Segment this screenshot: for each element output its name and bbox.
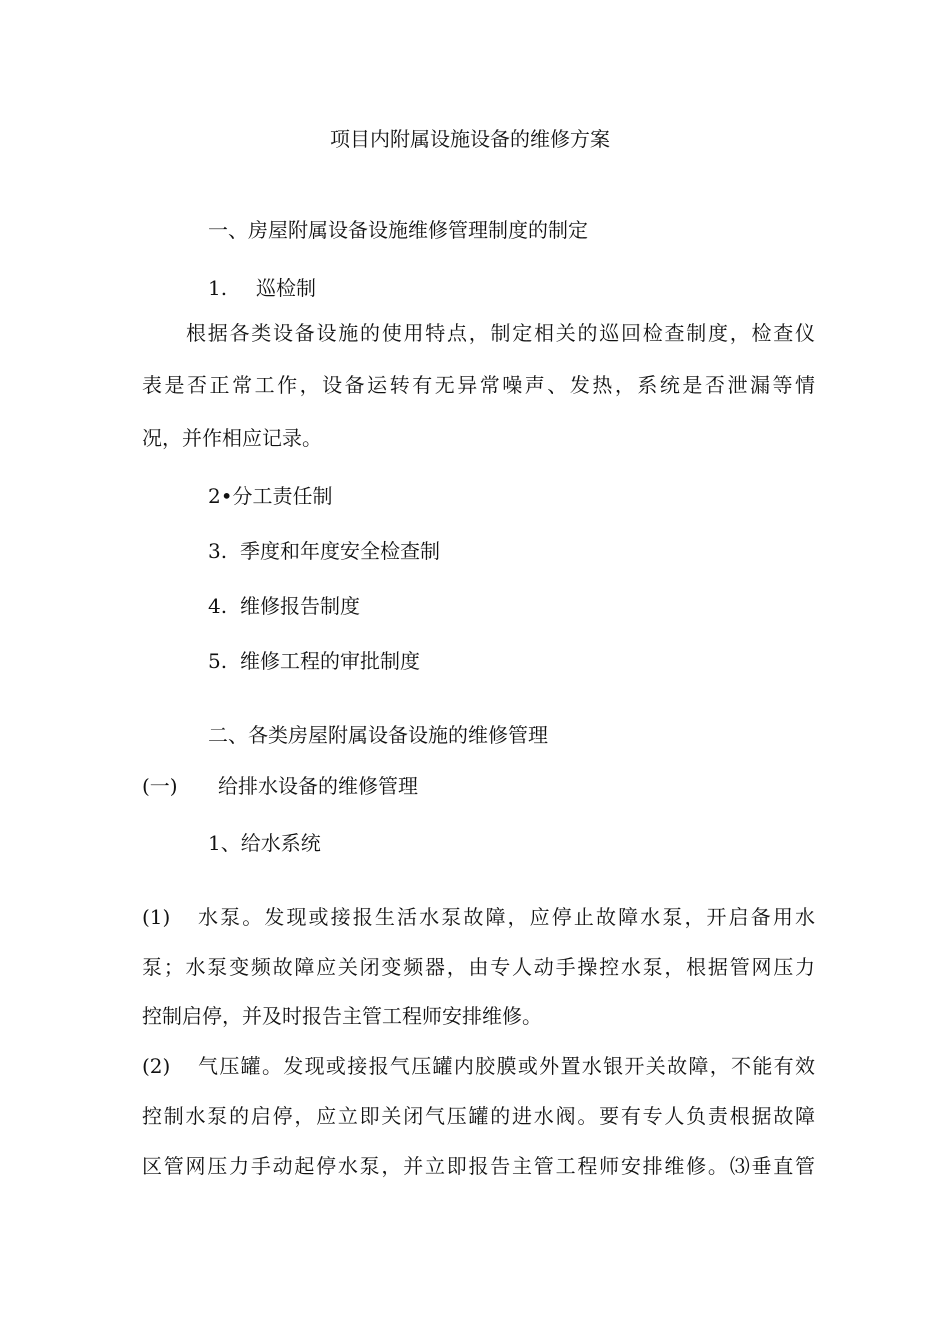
item-1-number: 1. (208, 276, 228, 300)
section-2-heading: 二、各类房屋附属设备设施的维修管理 (208, 723, 548, 747)
paragraph-1-number: (1) (142, 905, 171, 929)
item-4-number: 4. (208, 594, 228, 618)
paragraph-2-line-3: 区管网压力手动起停水泵，并立即报告主管工程师安排维修。⑶垂直管 (142, 1154, 815, 1178)
section-1-heading: 一、房屋附属设备设施维修管理制度的制定 (208, 218, 588, 242)
item-1-paragraph-line-1: 根据各类设备设施的使用特点，制定相关的巡回检查制度，检查仪 (186, 321, 815, 345)
item-3-number: 3. (208, 539, 228, 563)
document-title: 项目内附属设施设备的维修方案 (330, 127, 610, 151)
item-1-label: 巡检制 (256, 276, 316, 300)
item-3-label: 季度和年度安全检查制 (240, 539, 440, 563)
item-1-paragraph-line-2: 表是否正常工作，设备运转有无异常噪声、发热，系统是否泄漏等情 (142, 373, 815, 397)
subsection-1-item-1: 1、给水系统 (208, 831, 321, 855)
paragraph-2-line-2: 控制水泵的启停，应立即关闭气压罐的进水阀。要有专人负责根据故障 (142, 1104, 815, 1128)
item-5-label: 维修工程的审批制度 (240, 649, 420, 673)
subsection-1-number: (一) (142, 774, 178, 798)
subsection-1-label: 给排水设备的维修管理 (218, 774, 418, 798)
paragraph-2-line-1: 气压罐。发现或接报气压罐内胶膜或外置水银开关故障，不能有效 (198, 1054, 815, 1078)
paragraph-1-line-2: 泵；水泵变频故障应关闭变频器，由专人动手操控水泵，根据管网压力 (142, 955, 815, 979)
paragraph-1-line-3: 控制启停，并及时报告主管工程师安排维修。 (142, 1004, 542, 1028)
paragraph-1-line-1: 水泵。发现或接报生活水泵故障，应停止故障水泵，开启备用水 (198, 905, 815, 929)
item-1-paragraph-line-3: 况，并作相应记录。 (142, 426, 322, 450)
item-5-number: 5. (208, 649, 228, 673)
paragraph-2-number: (2) (142, 1054, 171, 1078)
item-2-label: 2•分工责任制 (208, 484, 333, 508)
item-4-label: 维修报告制度 (240, 594, 360, 618)
